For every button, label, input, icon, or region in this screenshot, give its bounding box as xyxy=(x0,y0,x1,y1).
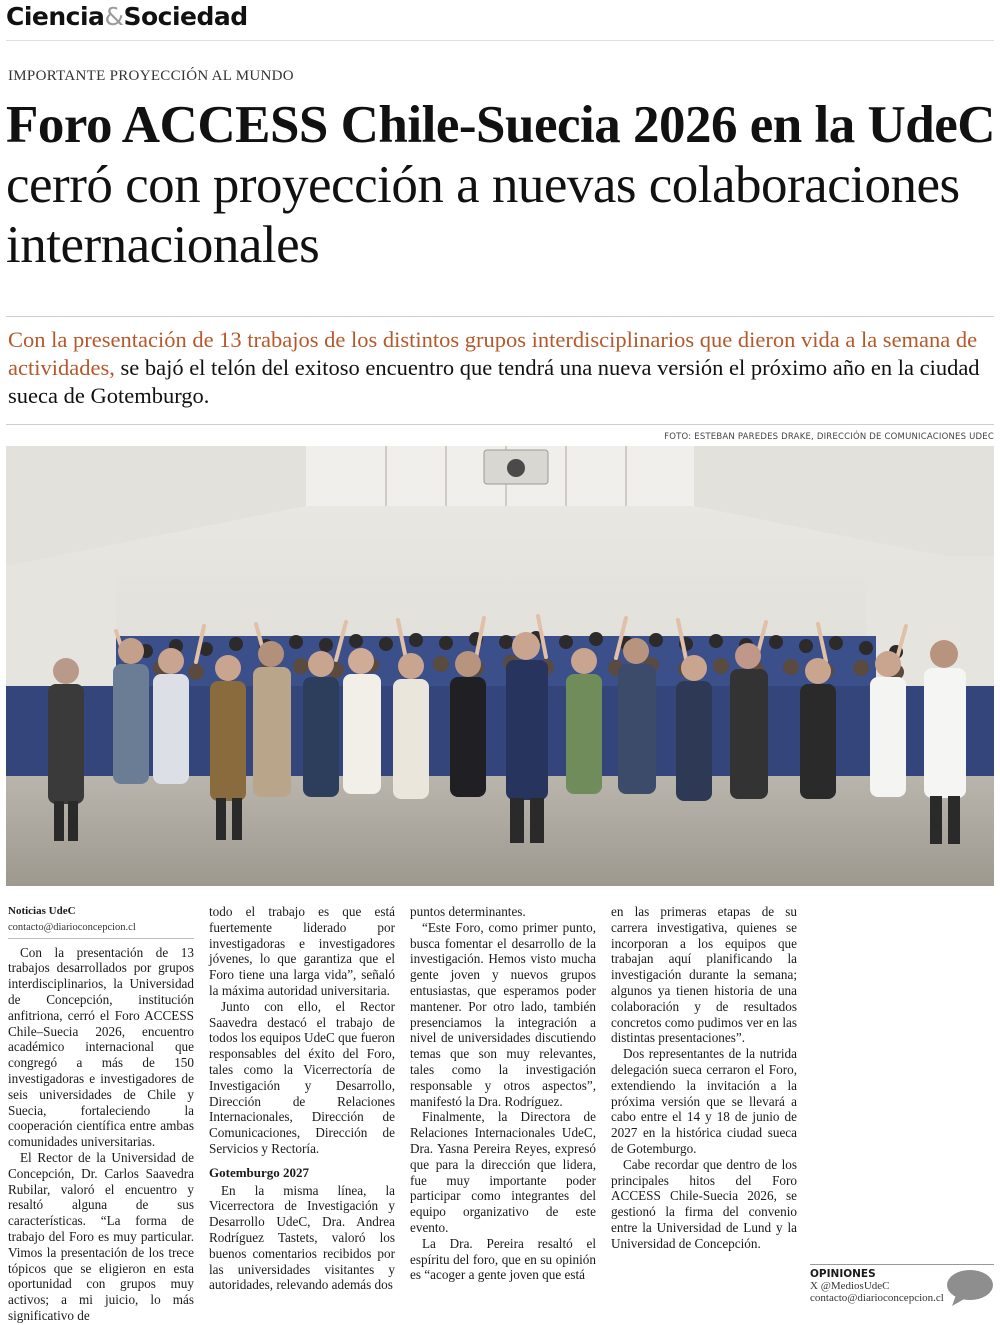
paragraph: todo el trabajo es que está fuertemente liderado por investigadoras e investigadores jóvenes, lo que garantiza que el Foro tiene una larga vida”, señaló la máxima autoridad universitaria. xyxy=(209,904,395,998)
paragraph: Junto con ello, el Rector Saavedra destacó el trabajo de todos los equipos UdeC que fueron responsables del éxito del Foro, tales como la Vicerrectoría de Investigación y Desarrollo, Dirección de Relaciones Internacionales, Dirección de Comunicaciones, Dirección de Servicios y Rectoría. xyxy=(209,998,395,1156)
headline-rule xyxy=(6,316,994,317)
kicker: IMPORTANTE PROYECCIÓN AL MUNDO xyxy=(8,68,294,84)
paragraph: puntos determinantes. xyxy=(410,904,526,919)
section-ampersand: & xyxy=(104,2,124,31)
paragraph: Dos representantes de la nutrida delegación sueca cerraron el Foro, extendiendo la invitación a la próxima versión que se llevará a cabo entre el 14 y 18 de junio de 2027 en la histórica ciudad sueca de Gotemburgo. xyxy=(611,1046,797,1156)
paragraph: El Rector de la Universidad de Concepción, Dr. Carlos Saavedra Rubilar, valoró el encuentro y resaltó alguna de sus características. “La forma de trabajo del Foro es muy particular. Vimos la presentación de los trece tópicos que se eligieron en esta oportunidad con grupos muy activos; a mi juicio, lo más significativo de xyxy=(8,1149,194,1323)
paragraph: En la misma línea, la Vicerrectora de Investigación y Desarrollo UdeC, Dra. Andrea Rodríguez Tastets, valoró los buenos comentarios recibidos por las universidades visitantes y autoridades, relevando además dos xyxy=(209,1182,395,1293)
section-name-sociedad: Sociedad xyxy=(123,2,248,31)
opinions-title: OPINIONES xyxy=(810,1268,876,1280)
paragraph: Cabe recordar que dentro de los principales hitos del Foro ACCESS Chile-Suecia 2026, se gestionó la firma del convenio entre la Universidad de Lund y la Universidad de Concepción. xyxy=(611,1156,797,1251)
paragraph: en las primeras etapas de su carrera investigativa, quienes se incorporan a los equipos que trabajan aquí planificando la investigación durante la semana; algunos ya tienen historia de una colaboración y de resultados concretos como pudimos ver en las distintas presentaciones”. xyxy=(611,904,797,1046)
opinions-rule xyxy=(810,1264,994,1265)
byline-email[interactable]: contacto@diarioconcepcion.cl xyxy=(8,921,136,933)
byline-name: Noticias UdeC xyxy=(8,905,76,917)
header-rule xyxy=(6,40,994,41)
headline xyxy=(6,95,996,275)
article-column-2 xyxy=(209,904,395,1293)
article-column-1 xyxy=(8,904,194,1324)
lead-highlight: Con la presentación de 13 trabajos de los distintos grupos interdisciplinarios que dieron vida a la semana de actividades, xyxy=(8,327,978,380)
photo-credit: FOTO: ESTEBAN PAREDES DRAKE, DIRECCIÓN DE COMUNICACIONES UDEC xyxy=(664,432,994,442)
lead-rest: se bajó el telón del exitoso encuentro que tendrá una nueva versión el próximo año en la ciudad sueca de Gotemburgo. xyxy=(8,355,980,408)
section-name-ciencia: Ciencia xyxy=(6,2,105,31)
headline-bold: Foro ACCESS Chile-Suecia 2026 en la UdeC xyxy=(6,96,996,154)
headline-rest: cerró con proyección a nuevas colaboraciones internacionales xyxy=(6,156,960,274)
paragraph: Con la presentación de 13 trabajos desarrollados por grupos interdisciplinarios, la Universidad de Concepción, institución anfitriona, cerró el Foro ACCESS Chile–Suecia 2026, encuentro académico internacional que congregó a más de 150 investigadoras e investigadores de seis universidades de Chile y Suecia, fortaleciendo la cooperación científica entre ambas comunidades universitarias. xyxy=(8,944,194,1150)
group-photo-illustration xyxy=(6,446,994,886)
opinions-email[interactable]: contacto@diarioconcepcion.cl xyxy=(810,1292,944,1304)
lead-paragraph xyxy=(8,326,996,410)
speech-bubble-icon xyxy=(946,1268,994,1308)
lead-rule xyxy=(6,424,994,425)
opinions-handle[interactable]: X @MediosUdeC xyxy=(810,1280,890,1292)
group-photo xyxy=(6,446,994,886)
paragraph: Finalmente, la Directora de Relaciones Internacionales UdeC, Dra. Yasna Pereira Reyes, expresó que para la dirección que lidera, fue muy importante poder participar como integrantes del equipo organizativo de este evento. xyxy=(410,1109,596,1235)
section-header xyxy=(6,2,248,31)
opinions-box xyxy=(810,1268,960,1304)
paragraph: “Este Foro, como primer punto, busca fomentar el desarrollo de la investigación. Hemos visto mucha gente joven y nuevos grupos entusiastas, que esperamos poder mantener. Por otro lado, también presenciamos la integración a nivel de universidades discutiendo temas que son muy relevantes, tales como la investigación responsable y otros aspectos”, manifestó la Dra. Rodríguez. xyxy=(410,919,596,1109)
article-column-3 xyxy=(410,904,596,1283)
paragraph: La Dra. Pereira resaltó el espíritu del foro, que en su opinión es “acoger a gente joven que está xyxy=(410,1235,596,1283)
subheading: Gotemburgo 2027 xyxy=(209,1164,310,1180)
article-column-4 xyxy=(611,904,797,1252)
byline-rule xyxy=(8,938,194,939)
